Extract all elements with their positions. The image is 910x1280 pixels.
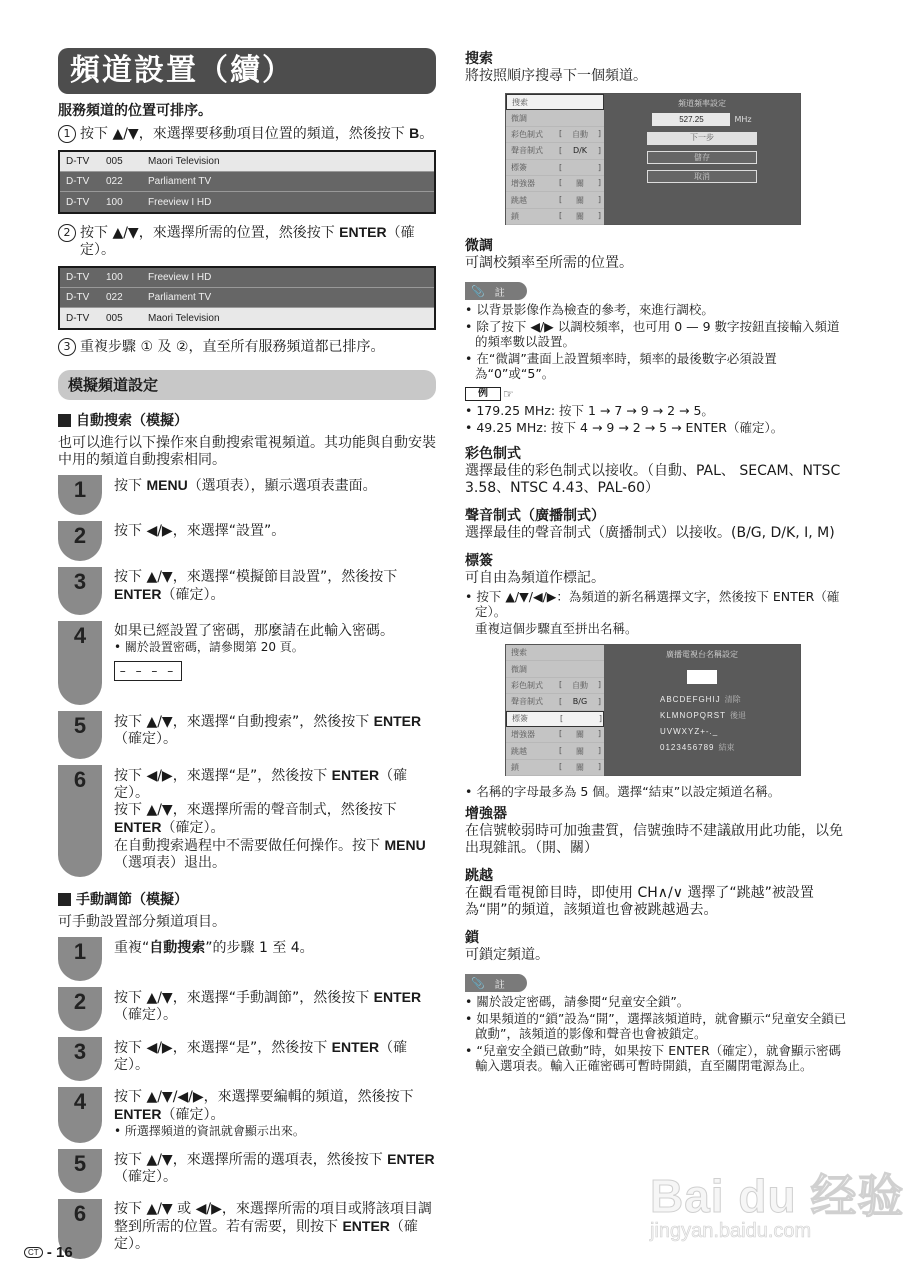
osd-menu-item[interactable]: 搜索 — [506, 94, 604, 110]
osd-name-menu — [505, 644, 801, 776]
manual-step-5: 5 按下 ▲/▼，來選擇所需的選項表，然後按下 ENTER（確定）。 — [58, 1149, 436, 1193]
osd-menu-item[interactable]: 鎖 [ 關 ] — [506, 209, 604, 225]
table-row: D-TV 100 Freeview I HD — [60, 268, 434, 288]
frequency-input[interactable]: 527.25 — [652, 113, 730, 126]
osd-menu-item[interactable]: 標簽 [ ] — [506, 711, 604, 727]
osd-menu-item[interactable]: 彩色制式 [ 自動 ] — [506, 127, 604, 143]
step-number-badge: 2 — [58, 521, 102, 561]
table-row: D-TV 005 Maori Television — [60, 152, 434, 172]
page-title: 頻道設置（續） — [58, 48, 436, 94]
color-system-heading: 彩色制式 — [465, 446, 521, 462]
booster-text: 在信號較弱時可加強畫質，信號強時不建議啟用此功能，以免出現雜訊。（開、關） — [465, 823, 843, 856]
right-column — [465, 48, 850, 1073]
step-number-badge: 6 — [58, 765, 102, 877]
channel-table-before — [58, 150, 436, 214]
search-text: 將按照順序搜尋下一個頻道。 — [465, 68, 647, 84]
note-tag: 📎 註 — [465, 974, 527, 992]
osd-menu-item[interactable]: 聲音制式 [ D/K ] — [506, 143, 604, 159]
table-row: D-TV 022 Parliament TV — [60, 172, 434, 192]
step-number-badge: 5 — [58, 711, 102, 759]
auto-search-intro: 也可以進行以下操作來自動搜索電視頻道。其功能與自動安裝中用的頻道自動搜索相同。 — [58, 435, 436, 468]
auto-step-2: 2 按下 ◀/▶，來選擇“設置”。 — [58, 521, 436, 561]
name-note: • 名稱的字母最多為 5 個。選擇“結束”以設定頻道名稱。 — [465, 784, 781, 799]
color-system-text: 選擇最佳的彩色制式以接收。（自動、PAL、 SECAM、NTSC 3.58、NTSC 4.43、PAL-60） — [465, 463, 841, 496]
step-number-badge: 1 — [58, 475, 102, 515]
manual-heading: 手動調節（模擬） — [58, 889, 436, 909]
step-number-badge: 5 — [58, 1149, 102, 1193]
osd-panel: 頻道頻率設定 527.25 MHz 下一步 儲存 取消 — [604, 94, 800, 224]
step-number-badge: 6 — [58, 1199, 102, 1259]
osd-menu-item[interactable]: 跳越 [ 關 ] — [506, 743, 604, 759]
label-text: 可自由為頻道作標記。 — [465, 570, 605, 586]
square-bullet-icon — [58, 414, 71, 427]
auto-step-3: 3 按下 ▲/▼，來選擇“模擬節目設置”，然後按下 ENTER（確定）。 — [58, 567, 436, 615]
label-bullet: • 按下 ▲/▼/◀/▶：為頻道的新名稱選擇文字，然後按下 ENTER（確定）。 — [465, 589, 840, 619]
osd-menu-item[interactable]: 增強器 [ 關 ] — [506, 727, 604, 743]
auto-search-heading: 自動搜索（模擬） — [58, 410, 436, 430]
osd-menu-item[interactable]: 標簽 [ ] — [506, 160, 604, 176]
watermark-url: jingyan.baidu.com — [650, 1220, 812, 1242]
sound-system-heading: 聲音制式（廣播制式） — [465, 508, 605, 524]
auto-step-4: 4 如果已經設置了密碼，那麼請在此輸入密碼。 • 關於設置密碼，請參閱第 20 頁。 – – – – — [58, 621, 436, 705]
page-number: CT - 16 — [24, 1244, 73, 1261]
table-row: D-TV 022 Parliament TV — [60, 288, 434, 308]
fine-tune-text: 可調校頻率至所需的位置。 — [465, 255, 633, 271]
sort-subtitle: 服務頻道的位置可排序。 — [58, 103, 212, 119]
search-heading: 搜索 — [465, 51, 493, 67]
sound-system-text: 選擇最佳的聲音制式（廣播制式）以接收。(B/G, D/K, I, M) — [465, 525, 835, 541]
note-tag: 📎 註 — [465, 282, 527, 300]
next-button[interactable]: 下一步 — [647, 132, 757, 145]
osd-menu-item[interactable]: 彩色制式 [ 自動 ] — [506, 678, 604, 694]
language-badge: CT — [24, 1247, 43, 1258]
table-row: D-TV 005 Maori Television — [60, 308, 434, 328]
table-row: D-TV 100 Freeview I HD — [60, 192, 434, 212]
step-number-badge: 3 — [58, 1037, 102, 1081]
manual-step-6: 6 按下 ▲/▼ 或 ◀/▶，來選擇所需的項目或將該項目調整到所需的位置。若有需要，則按下 ENTER（確定）。 — [58, 1199, 436, 1259]
char-row[interactable]: KLMNOPQRST 後退 — [660, 711, 747, 720]
channel-table-after — [58, 266, 436, 330]
paperclip-icon: 📎 — [471, 976, 485, 990]
osd-menu-item[interactable]: 微調 — [506, 110, 604, 126]
osd-menu-item[interactable]: 鎖 [ 關 ] — [506, 760, 604, 776]
name-input[interactable] — [687, 670, 717, 684]
step-number-badge: 1 — [58, 937, 102, 981]
square-bullet-icon — [58, 893, 71, 906]
label-repeat: 重複這個步驟直至拼出名稱。 — [475, 621, 638, 636]
paperclip-icon: 📎 — [471, 284, 485, 298]
manual-step-1: 1 重複“自動搜索”的步驟 1 至 4。 — [58, 937, 436, 981]
skip-heading: 跳越 — [465, 868, 493, 884]
example-item: • 49.25 MHz: 按下 4 → 9 → 2 → 5 → ENTER（確定）。 — [465, 420, 784, 435]
manual-intro: 可手動設置部分頻道項目。 — [58, 914, 226, 930]
auto-step-6: 6 按下 ◀/▶，來選擇“是”，然後按下 ENTER（確定）。 按下 ▲/▼，來選擇所需的聲音制式，然後按下 ENTER（確定）。 在自動搜索過程中不需要做任何操作。按下 MENU（選項表）退出。 — [58, 765, 436, 877]
fine-tune-heading: 微調 — [465, 238, 493, 254]
char-row[interactable]: 0123456789 結束 — [660, 743, 735, 752]
char-row[interactable]: UVWXYZ+-._ — [660, 727, 719, 736]
example-tag: 例 ☞ — [465, 387, 514, 401]
step-number-badge: 2 — [58, 987, 102, 1031]
skip-text: 在觀看電視節目時，即使用 CH∧/∨ 選擇了“跳越”被設置為“開”的頻道，該頻道也會被跳越過去。 — [465, 885, 814, 918]
sort-step-1: 1 按下 ▲/▼，來選擇要移動項目位置的頻道，然後按下 B。 — [58, 125, 436, 143]
circle-number: 1 — [58, 125, 76, 143]
note-item: • 在“微調”畫面上設置頻率時，頻率的最後數字必須設置為“0”或“5”。 — [465, 351, 777, 381]
note-item: • “兒童安全鎖已啟動”時，如果按下 ENTER（確定），就會顯示密碼輸入選項表。輸入正確密碼可暫時開鎖，直至關閉電源為止。 — [465, 1043, 842, 1073]
sort-step-3: 3 重複步驟 ① 及 ②，直至所有服務頻道都已排序。 — [58, 338, 436, 356]
auto-step-5: 5 按下 ▲/▼，來選擇“自動搜索”，然後按下 ENTER（確定）。 — [58, 711, 436, 759]
sort-step-2: 2 按下 ▲/▼，來選擇所需的位置，然後按下 ENTER（確定）。 — [58, 224, 436, 259]
osd-panel — [604, 645, 800, 775]
osd-panel-title: 廣播電視台名稱設定 — [666, 650, 738, 659]
cancel-button[interactable]: 取消 — [647, 170, 757, 183]
auto-step-1: 1 按下 MENU（選項表），顯示選項表畫面。 — [58, 475, 436, 515]
circle-number: 2 — [58, 224, 76, 242]
osd-menu-item[interactable]: 微調 — [506, 661, 604, 677]
lock-text: 可鎖定頻道。 — [465, 947, 549, 963]
char-row[interactable]: ABCDEFGHIJ 清除 — [660, 695, 741, 704]
osd-menu-item[interactable]: 跳越 [ 關 ] — [506, 192, 604, 208]
note-item: • 以背景影像作為檢查的參考，來進行調校。 — [465, 302, 714, 317]
label-heading: 標簽 — [465, 553, 493, 569]
save-button[interactable]: 儲存 — [647, 151, 757, 164]
booster-heading: 增強器 — [465, 806, 507, 822]
osd-menu-item[interactable]: 搜索 — [506, 645, 604, 661]
note-item: • 如果頻道的“鎖”設為“開”，選擇該頻道時，就會顯示“兒童安全鎖已啟動”，該頻道的影像和聲音也會被鎖定。 — [465, 1011, 847, 1041]
pointing-hand-icon: ☞ — [503, 387, 514, 401]
osd-frequency-menu — [505, 93, 801, 225]
watermark-logo: Bai du 经验 — [650, 1170, 905, 1222]
step-number-badge: 4 — [58, 1087, 102, 1143]
example-item: • 179.25 MHz: 按下 1 → 7 → 9 → 2 → 5。 — [465, 403, 714, 418]
note-item: • 除了按下 ◀/▶ 以調校頻率，也可用 0 — 9 數字按鈕直接輸入頻道的頻率數以設置。 — [465, 319, 840, 349]
left-column — [58, 48, 436, 1259]
password-field[interactable]: – – – – — [114, 661, 182, 681]
osd-menu-list — [506, 94, 604, 224]
manual-step-3: 3 按下 ◀/▶，來選擇“是”，然後按下 ENTER（確定）。 — [58, 1037, 436, 1081]
osd-menu-list — [506, 645, 604, 775]
osd-panel-title: 頻道頻率設定 — [678, 99, 726, 108]
osd-menu-item[interactable]: 聲音制式 [ B/G ] — [506, 694, 604, 710]
manual-step-4: 4 按下 ▲/▼/◀/▶，來選擇要編輯的頻道，然後按下 ENTER（確定）。 • 所選擇頻道的資訊就會顯示出來。 — [58, 1087, 436, 1143]
manual-step-2: 2 按下 ▲/▼，來選擇“手動調節”，然後按下 ENTER（確定）。 — [58, 987, 436, 1031]
step-number-badge: 3 — [58, 567, 102, 615]
lock-heading: 鎖 — [465, 930, 479, 946]
osd-menu-item[interactable]: 增強器 [ 關 ] — [506, 176, 604, 192]
section-analog-settings: 模擬頻道設定 — [58, 370, 436, 400]
baidu-watermark — [650, 1160, 904, 1243]
note-item: • 關於設定密碼，請參閱“兒童安全鎖”。 — [465, 994, 690, 1009]
circle-number: 3 — [58, 338, 76, 356]
step-number-badge: 4 — [58, 621, 102, 705]
